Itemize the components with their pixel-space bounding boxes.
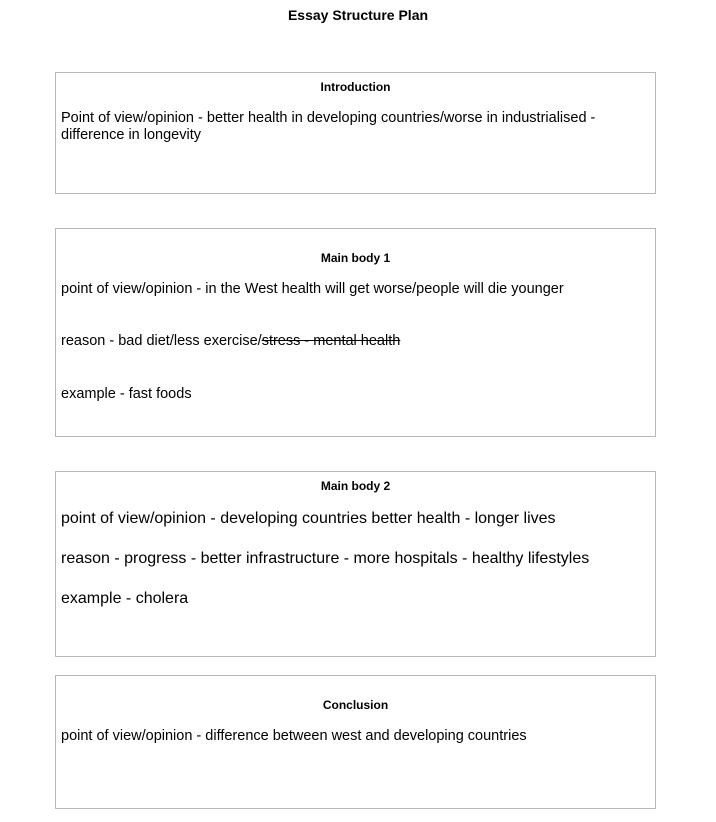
conclusion-heading: Conclusion (322, 698, 389, 712)
main-body-2-reason: reason - progress - better infrastructure - more hospitals - healthy lifestyles (61, 550, 590, 567)
introduction-heading: Introduction (320, 80, 391, 94)
main-body-1-box (55, 228, 656, 437)
introduction-box (55, 72, 656, 194)
page-title: Essay Structure Plan (287, 7, 429, 23)
main-body-1-reason (61, 333, 649, 350)
conclusion-box (55, 675, 656, 809)
main-body-2-heading: Main body 2 (320, 479, 391, 493)
main-body-1-example: example - fast foods (61, 386, 192, 402)
conclusion-text: point of view/opinion - difference between west and developing countries (61, 728, 527, 744)
main-body-2-example: example - cholera (61, 590, 189, 607)
main-body-1-point: point of view/opinion - in the West health will get worse/people will die younger (61, 281, 564, 297)
main-body-1-reason-struck-text: stress - mental health (261, 333, 401, 349)
introduction-text: Point of view/opinion - better health in developing countries/worse in industrialised - difference in longevity (61, 110, 596, 143)
main-body-2-point: point of view/opinion - developing countries better health - longer lives (61, 510, 556, 527)
main-body-1-heading: Main body 1 (320, 251, 391, 265)
main-body-2-box (55, 471, 656, 657)
main-body-1-reason-text: reason - bad diet/less exercise/ (61, 333, 262, 349)
